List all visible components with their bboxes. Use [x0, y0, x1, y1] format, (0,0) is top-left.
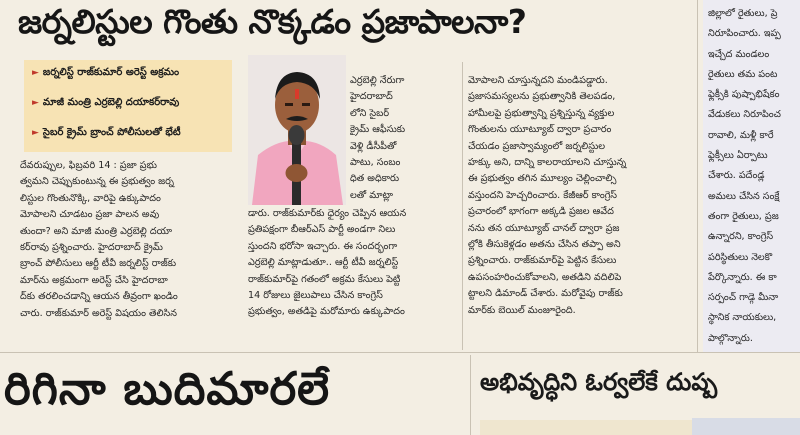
text-line: ప్రశ్నించారు. రాజ్‌కుమార్‌పై పెట్టిన కేసులు: [468, 255, 617, 267]
text-line: కర్‌రావు ప్రశ్నించారు. హైదరాబాద్ క్రైమ్: [20, 242, 163, 254]
text-line: క్రైమ్ ఆఫీసుకు: [350, 124, 406, 136]
text-line: గొంతులను యూట్యూబ్ ద్వారా ప్రచారం: [468, 124, 612, 136]
text-line: త్వమని చెప్పుకుంటున్న ఈ ప్రభుత్వం జర్న: [20, 176, 174, 188]
speaker-photo: [248, 55, 346, 205]
highlight-text: మాజీ మంత్రి ఎర్రబెల్లి దయాకర్‌రావు: [42, 97, 180, 108]
text-line: ద్‌కు తరలించడాన్ని ఆయన తీవ్రంగా ఖండిం: [20, 291, 178, 303]
main-headline: జర్నలిస్టుల గొంతు నొక్కడం ప్రజాపాలనా?: [18, 2, 527, 41]
text-line: తంగా రైతులు, ప్రజ: [708, 210, 779, 222]
text-line: ధిత అధికారు: [350, 173, 400, 185]
article-column-1: [20, 158, 242, 322]
text-line: ప్రభుత్వం, అతడిపై మరోమారు ఉక్కుపాదం: [248, 306, 405, 318]
text-line: నిరూపించారు. ఇప్ప: [708, 28, 781, 40]
text-line: హక్కు అని, దాన్ని కాలరాయాలని చూస్తున్న: [468, 157, 627, 169]
section-divider: [0, 352, 800, 353]
text-line: ట్టాలని డిమాండ్ చేశారు. మరోవైపు రాజ్‌కు: [468, 288, 623, 300]
text-line: తుందా? అని మాజీ మంత్రి ఎర్రబెల్లి దయా: [20, 225, 173, 237]
article-column-2-upper: [350, 73, 455, 204]
text-line: 14 రోజులు జైలుపాలు చేసిన కాంగ్రెస్: [248, 290, 383, 302]
text-line: నను తన యూట్యూబ్ చానల్ ద్వారా ప్రజ: [468, 222, 620, 234]
text-line: అమలు చేసిన సంక్షే: [708, 190, 780, 202]
bullet-arrow-icon: ►: [32, 128, 39, 138]
text-line: ఉన్నారని, కాంగ్రెస్: [708, 231, 774, 243]
text-line: రైతులు తమ పంట: [708, 68, 778, 80]
bottom-headline-right: అభివృద్ధిని ఓర్వలేకే దుష్ప: [480, 368, 718, 396]
text-line: పరిస్థితులు నెలకొ: [708, 251, 773, 263]
highlight-item: [32, 126, 181, 140]
highlight-item: [32, 66, 179, 80]
text-line: హైదరాబాద్: [350, 91, 393, 103]
text-line: చేశారు. పదేండ్ల: [708, 170, 765, 182]
text-line: పేర్కొన్నారు. ఈ కా: [708, 271, 777, 283]
highlight-text: సైబర్ క్రైమ్ బ్రాంచ్ పోలీసులతో భేటీ: [42, 127, 181, 138]
text-line: లతో మాట్లా: [350, 189, 393, 201]
text-line: ఫ్లెక్సీకి పుష్పాభిషేకం: [708, 89, 780, 101]
text-line: డారు. రాజ్‌కుమార్‌కు ధైర్యం చెప్పిన ఆయన: [248, 208, 407, 219]
text-line: ఈ ప్రభుత్వం తగిన మూల్యం చెల్లించాల్సి: [468, 173, 617, 185]
text-line: సర్పంచ్ గాడ్గె మీనా: [708, 292, 779, 304]
bullet-arrow-icon: ►: [32, 68, 39, 78]
text-line: పాటు, సంబం: [350, 157, 401, 169]
text-line: చారు. రాజ్‌కుమార్ అరెస్ట్ విషయం తెలిసిన: [20, 307, 178, 319]
text-line: రావాలి, మళ్లీ కారే: [708, 129, 774, 141]
text-line: ప్రజాసమస్యలను ప్రభుత్వానికి తెలపడం,: [468, 91, 616, 103]
text-line: ఫ్లెక్సీలు ఏర్పాటు: [708, 150, 768, 162]
text-line: ప్రచారంలో భాగంగా అక్కడి ప్రజల ఆవేద: [468, 206, 614, 218]
text-line: రాజ్‌కుమార్‌పై గతంలో అక్రమ కేసులు పెట్టి: [248, 273, 401, 285]
column-divider: [470, 355, 471, 435]
highlight-item: [32, 96, 179, 110]
text-line: స్తుందని భరోసా ఇచ్చారు. ఈ సందర్భంగా: [248, 240, 398, 252]
text-line: స్థానిక నాయకులు,: [708, 312, 777, 324]
text-line: మార్‌కు బెయిల్ మంజూరైంది.: [468, 304, 576, 316]
text-line: వెళ్లి డీసీపీతో: [350, 140, 397, 152]
text-line: ఎర్రబెల్లి మాట్లాడుతూ.. ఆర్టీ టీవీ జర్నలిస్ట్: [248, 257, 399, 269]
text-line: చేయడం ప్రజాస్వామ్యంలో జర్నలిస్టుల: [468, 140, 606, 152]
text-line: బ్రాంచ్ పోలీసులు ఆర్టీ టీవీ జర్నలిస్ట్ రాజ్‌కు: [20, 258, 177, 270]
text-line: మార్‌ను అక్రమంగా అరెస్ట్ చేసి హైదరాబా: [20, 274, 168, 286]
text-line: లిస్టుల గొంతునొక్కి, వారిపై ఉక్కుపాదం: [20, 192, 161, 204]
column-divider: [697, 0, 698, 352]
article-column-2-lower: [248, 206, 458, 321]
bottom-headline-left: రిగినా బుదిమారలే: [4, 362, 331, 415]
bottom-right-photo: [692, 418, 800, 435]
highlights-box: [24, 60, 232, 152]
text-line: లోని సైబర్: [350, 107, 390, 119]
article-column-3: [468, 73, 690, 319]
text-line: ఉపసంహరించుకోవాలని, అతడిని వదిలిపె: [468, 271, 622, 283]
text-line: వేడుకలు నిరూపించ: [708, 109, 781, 121]
text-line: మోపాలని చూస్తున్నదని మండిపడ్డారు.: [468, 75, 608, 86]
text-line: మోపాలని చూడటం ప్రజా పాలన అవు: [20, 209, 160, 221]
text-line: హామీలపై ప్రభుత్వాన్ని ప్రశ్నిస్తున్న వ్యక్తుల: [468, 107, 615, 119]
text-line: ఇచ్చేద మండలం: [708, 48, 770, 60]
highlight-text: జర్నలిస్ట్ రాజ్‌కుమార్ అరెస్ట్ అక్రమం: [42, 67, 180, 78]
text-line: వస్తుందని హెచ్చరించారు. కేజీఆర్ కాంగ్రెస్: [468, 189, 618, 201]
text-line: పాల్గొన్నారు.: [708, 332, 753, 344]
article-column-4: [708, 4, 800, 349]
bullet-arrow-icon: ►: [32, 98, 39, 108]
text-line: ఎర్రబెల్లి నేరుగా: [350, 75, 405, 86]
text-line: జిల్లాలో రైతులు, ప్రె: [708, 8, 778, 19]
text-line: దేవరుప్పుల, ఫిబ్రవరి 14 : ప్రజా ప్రభు: [20, 160, 158, 171]
speaker-illustration: [248, 55, 346, 205]
text-line: ల్లోకి తీసుకెళ్లడం అతను చేసిన తప్పా అని: [468, 239, 621, 251]
column-divider: [462, 62, 463, 350]
text-line: ప్రతిపక్షంగా బీఆర్‌ఎస్ పార్టీ అండగా నిలు: [248, 224, 396, 236]
